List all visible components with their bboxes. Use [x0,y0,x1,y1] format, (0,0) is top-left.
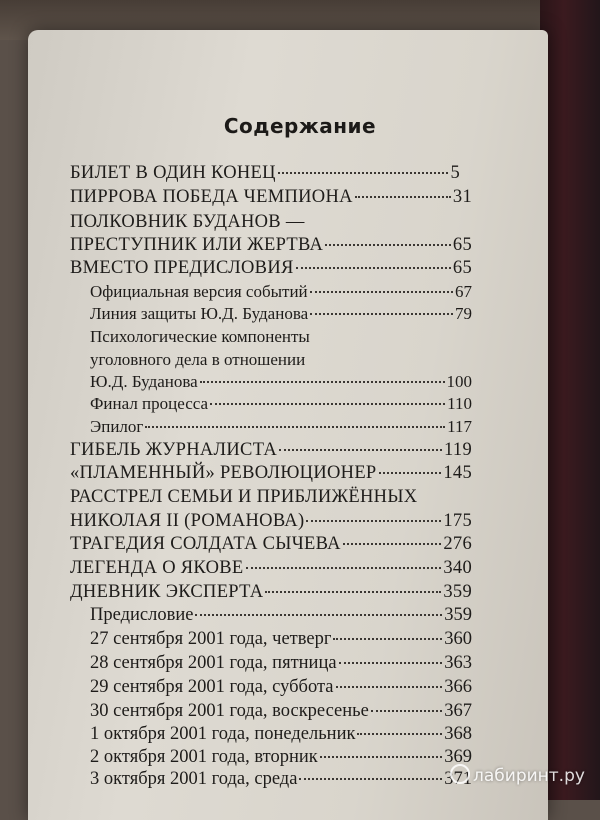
toc-entry: ПИРРОВА ПОБЕДА ЧЕМПИОНА 31 [70,187,472,207]
toc-entry: НИКОЛАЯ II (РОМАНОВА) 175 [70,511,472,531]
toc-entry: ДНЕВНИК ЭКСПЕРТА 359 [70,582,472,602]
toc-entry: 27 сентября 2001 года, четверг 360 [90,629,472,649]
toc-entry: РАССТРЕЛ СЕМЬИ И ПРИБЛИЖЁННЫХ [70,487,418,507]
toc-entry: Психологические компоненты [90,327,310,346]
toc-entry: 1 октября 2001 года, понедельник 368 [90,724,472,744]
toc-entry: Эпилог 117 [90,417,472,436]
toc-entry: Предисловие 359 [90,605,472,625]
toc-entry: ТРАГЕДИЯ СОЛДАТА СЫЧЕВА 276 [70,534,472,554]
toc-entry: ВМЕСТО ПРЕДИСЛОВИЯ 65 [70,258,472,278]
toc-entry: 29 сентября 2001 года, суббота 366 [90,677,472,697]
toc-entry: ЛЕГЕНДА О ЯКОВЕ 340 [70,558,472,578]
toc-entry: 3 октября 2001 года, среда 371 [90,769,472,789]
labirint-logo-icon [450,764,470,784]
toc-entry: «ПЛАМЕННЫЙ» РЕВОЛЮЦИОНЕР 145 [70,463,472,483]
toc-entry: 30 сентября 2001 года, воскресенье 367 [90,701,472,721]
toc-entry: Линия защиты Ю.Д. Буданова 79 [90,304,472,323]
toc-entry: ПРЕСТУПНИК ИЛИ ЖЕРТВА 65 [70,235,472,255]
toc-entry: ГИБЕЛЬ ЖУРНАЛИСТА 119 [70,440,472,460]
toc-entry: БИЛЕТ В ОДИН КОНЕЦ 5 [70,163,460,183]
toc-entry: 2 октября 2001 года, вторник 369 [90,747,472,767]
toc-entry: 28 сентября 2001 года, пятница 363 [90,653,472,673]
toc-entry: Официальная версия событий 67 [90,282,472,301]
toc-entry: Финал процесса 110 [90,394,472,413]
watermark-text: лабиринт.ру [473,766,585,786]
toc-entry: уголовного дела в отношении [90,350,306,369]
toc-entry: Ю.Д. Буданова 100 [90,372,472,391]
toc-entry: ПОЛКОВНИК БУДАНОВ — [70,212,305,232]
watermark [450,766,585,786]
page-title: Содержание [223,114,377,138]
